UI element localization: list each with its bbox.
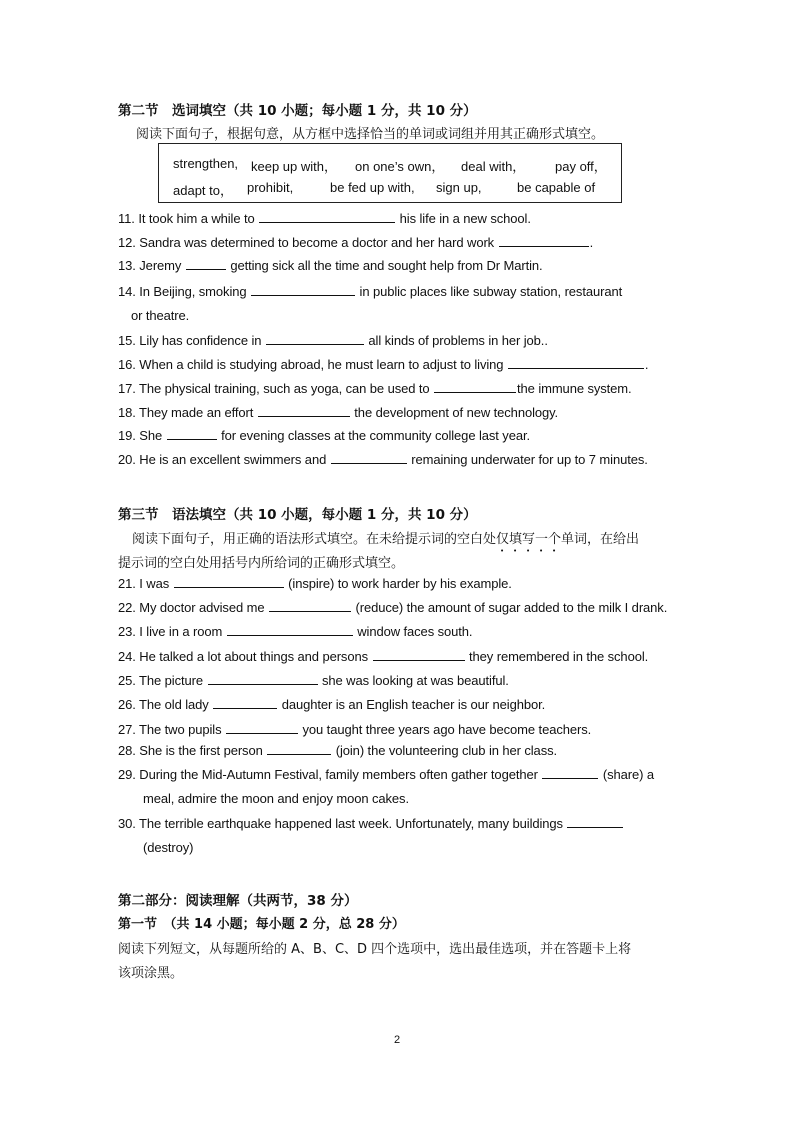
word-bank-item: deal with， (461, 159, 526, 174)
part2-instruction-line1: 阅读下列短文，从每题所给的 A、B、C、D 四个选项中，选出最佳选项，并在答题卡上将 (118, 942, 632, 957)
section2-instruction: 阅读下面句子，根据句意，从方框中选择恰当的单词或词组并用其正确形式填空。 (136, 127, 605, 142)
part2-instruction-line2: 该项涂黑。 (118, 966, 184, 981)
question-15: 15. Lily has confidence in all kinds of problems in her job.. (118, 333, 548, 348)
question-13: 13. Jeremy getting sick all the time and sought help from Dr Martin. (118, 258, 543, 273)
question-11: 11. It took him a while to his life in a new school. (118, 211, 531, 226)
answer-blank[interactable] (567, 816, 623, 828)
question-30: 30. The terrible earthquake happened last week. Unfortunately, many buildings (118, 816, 624, 831)
question-22: 22. My doctor advised me (reduce) the amount of sugar added to the milk I drank. (118, 600, 668, 615)
answer-blank[interactable] (434, 381, 516, 393)
question-17: 17. The physical training, such as yoga, can be used to the immune system. (118, 381, 632, 396)
word-bank-item: on one’s own， (355, 159, 445, 174)
word-bank-item: adapt to， (173, 183, 233, 198)
question-21: 21. I was (inspire) to work harder by his example. (118, 576, 512, 591)
page-number: 2 (393, 1034, 401, 1046)
word-bank-item: be fed up with, (330, 180, 415, 195)
word-bank-box (158, 143, 622, 203)
word-bank-item: prohibit, (247, 180, 294, 195)
question-26: 26. The old lady daughter is an English teacher is our neighbor. (118, 697, 546, 712)
answer-blank[interactable] (266, 333, 364, 345)
question-23: 23. I live in a room window faces south. (118, 624, 473, 639)
word-bank-item: strengthen, (173, 156, 239, 171)
question-24: 24. He talked a lot about things and persons they remembered in the school. (118, 649, 649, 664)
answer-blank[interactable] (258, 405, 350, 417)
answer-blank[interactable] (259, 211, 395, 223)
word-bank-item: pay off， (555, 159, 607, 174)
answer-blank[interactable] (373, 649, 465, 661)
word-bank-item: be capable of (517, 180, 596, 195)
answer-blank[interactable] (542, 767, 598, 779)
question-12: 12. Sandra was determined to become a doctor and her hard work . (118, 235, 594, 250)
answer-blank[interactable] (213, 697, 277, 709)
answer-blank[interactable] (331, 452, 407, 464)
answer-blank[interactable] (267, 743, 331, 755)
word-bank-item: keep up with， (251, 159, 337, 174)
question-30-continued: (destroy) (143, 840, 194, 855)
question-20: 20. He is an excellent swimmers and remaining underwater for up to 7 minutes. (118, 452, 648, 467)
answer-blank[interactable] (174, 576, 284, 588)
question-29: 29. During the Mid-Autumn Festival, family members often gather together (share) a (118, 767, 654, 782)
part2-subheading: 第一节 （共 14 小题；每小题 2 分，总 28 分） (118, 917, 405, 932)
word-bank-item: sign up, (436, 180, 482, 195)
answer-blank[interactable] (167, 428, 217, 440)
question-27: 27. The two pupils you taught three years ago have become teachers. (118, 722, 592, 737)
section2-heading: 第二节 选词填空（共 10 小题；每小题 1 分，共 10 分） (118, 103, 477, 119)
question-18: 18. They made an effort the development of new technology. (118, 405, 559, 420)
answer-blank[interactable] (499, 235, 589, 247)
question-25: 25. The picture she was looking at was beautiful. (118, 673, 509, 688)
answer-blank[interactable] (186, 258, 226, 270)
answer-blank[interactable] (269, 600, 351, 612)
question-16: 16. When a child is studying abroad, he must learn to adjust to living . (118, 357, 649, 372)
question-14-continued: or theatre. (131, 308, 190, 323)
section3-instruction-line1: 阅读下面句子，用正确的语法形式填空。在未给提示词的空白处仅填写一个单词，在给出 (132, 532, 640, 547)
section3-instruction-line2: 提示词的空白处用括号内所给词的正确形式填空。 (118, 556, 405, 571)
section3-heading: 第三节 语法填空（共 10 小题，每小题 1 分，共 10 分） (118, 507, 477, 523)
answer-blank[interactable] (227, 624, 353, 636)
answer-blank[interactable] (208, 673, 318, 685)
question-29-continued: meal, admire the moon and enjoy moon cakes. (143, 791, 409, 806)
question-28: 28. She is the first person (join) the volunteering club in her class. (118, 743, 558, 758)
answer-blank[interactable] (508, 357, 644, 369)
question-14: 14. In Beijing, smoking in public places like subway station, restaurant (118, 284, 623, 299)
part2-heading: 第二部分：阅读理解（共两节，38 分） (118, 893, 358, 909)
answer-blank[interactable] (226, 722, 298, 734)
question-19: 19. She for evening classes at the community college last year. (118, 428, 530, 443)
answer-blank[interactable] (251, 284, 355, 296)
